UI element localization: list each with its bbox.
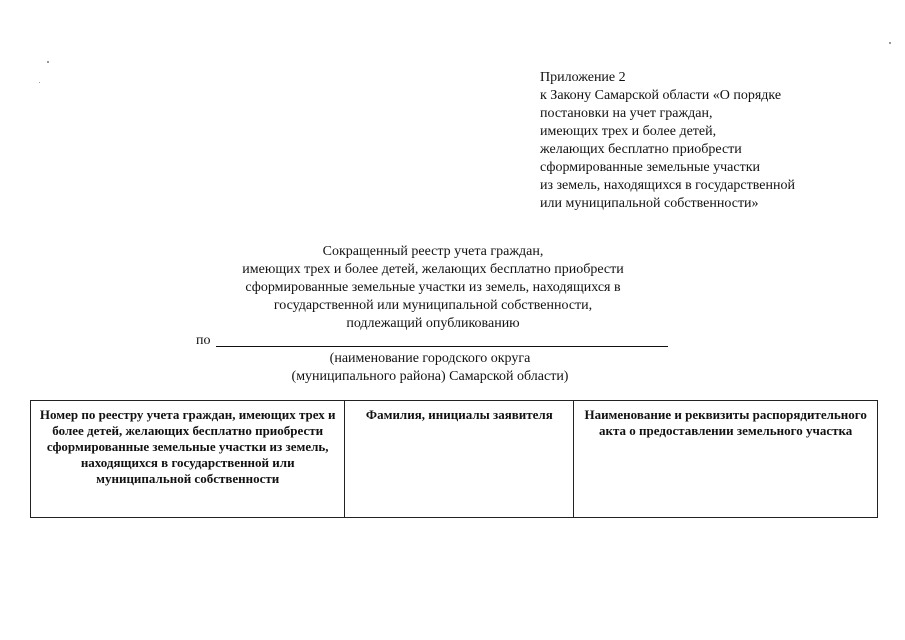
appendix-line: к Закону Самарской области «О порядке <box>540 88 782 103</box>
appendix-line: постановки на учет граждан, <box>540 106 713 121</box>
note-line: (муниципального района) Самарской области) <box>291 369 569 384</box>
title-line: Сокращенный реестр учета граждан, <box>322 244 544 259</box>
document-title <box>140 243 726 333</box>
po-label: по <box>196 333 211 348</box>
appendix-line: Приложение 2 <box>540 70 626 85</box>
appendix-line: из земель, находящихся в государственной <box>540 178 795 193</box>
title-line: подлежащий опубликованию <box>346 316 520 331</box>
appendix-line: желающих бесплатно приобрести <box>540 142 742 157</box>
note-line: (наименование городского округа <box>329 351 531 366</box>
scan-speck <box>47 61 49 63</box>
appendix-line: имеющих трех и более детей, <box>540 124 717 139</box>
municipality-fill-line <box>196 332 676 350</box>
header-registry-number: Номер по реестру учета граждан, имеющих трех и более детей, желающих бесплатно приобрести сформированные земельные участки из земель, находящихся в государственной или муниципальной собственности <box>31 401 345 518</box>
title-line: имеющих трех и более детей, желающих бесплатно приобрести <box>242 262 624 277</box>
title-line: государственной или муниципальной собственности, <box>273 298 593 313</box>
appendix-line: сформированные земельные участки <box>540 160 761 175</box>
registry-table <box>30 400 878 518</box>
header-administrative-act: Наименование и реквизиты распорядительного акта о предоставлении земельного участка <box>574 401 878 518</box>
appendix-reference <box>540 69 870 213</box>
scan-speck <box>889 42 891 44</box>
scan-speck <box>39 82 40 83</box>
municipality-note <box>240 350 620 386</box>
table-header-row <box>31 401 878 518</box>
title-line: сформированные земельные участки из земель, находящихся в <box>245 280 621 295</box>
blank-underline <box>216 346 668 347</box>
appendix-line: или муниципальной собственности» <box>540 196 759 211</box>
header-applicant-name: Фамилия, инициалы заявителя <box>345 401 574 518</box>
